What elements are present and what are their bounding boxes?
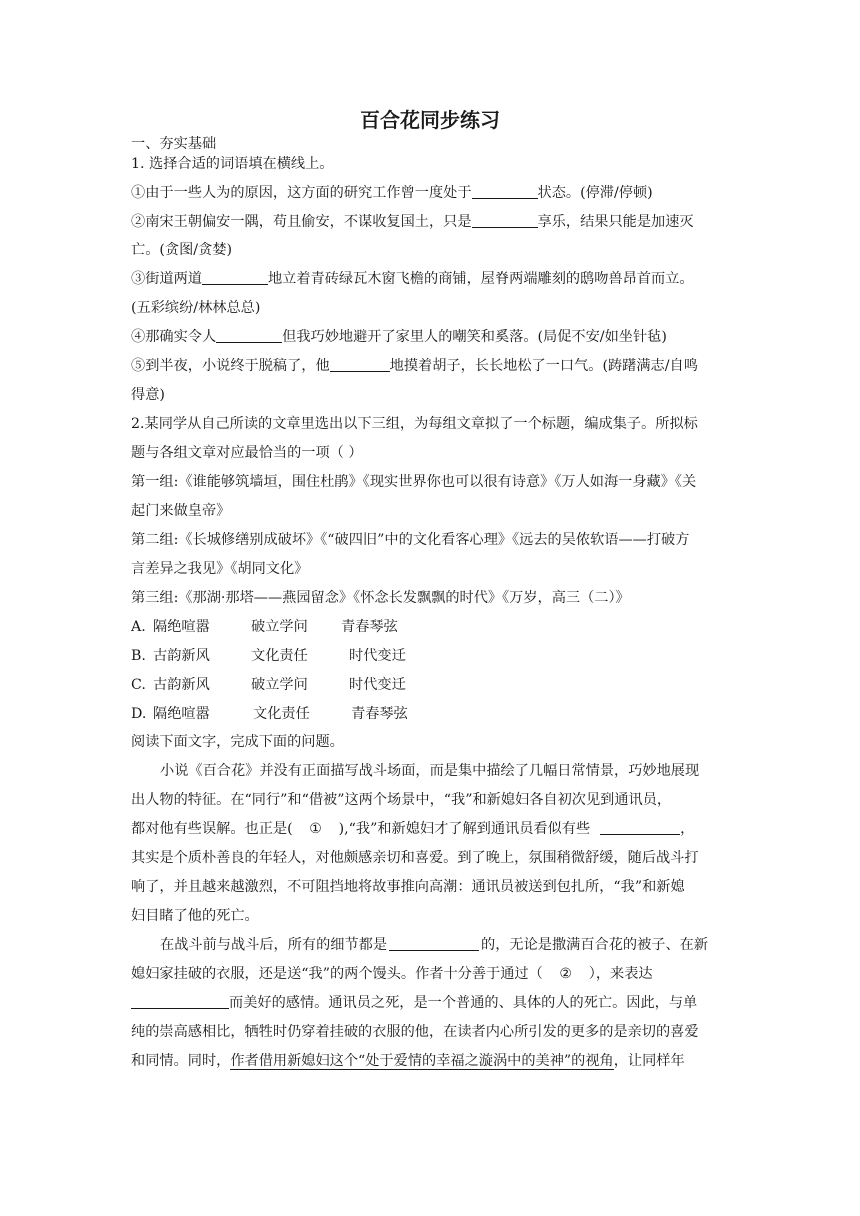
question-1-item-3-cont: (五彩缤纷/林林总总) <box>131 300 261 316</box>
passage-line: 其实是个质朴善良的年轻人，对他颇感亲切和喜爱。到了晚上，氛围稍微舒缓，随后战斗打 <box>131 850 699 866</box>
question-1-item-3: ③街道两道 地立着青砖绿瓦木窗飞檐的商铺，屋脊两端雕刻的鸱吻兽昂首而立。 <box>131 271 694 287</box>
blank-marker-2: ② <box>559 966 573 982</box>
answer-blank[interactable] <box>330 357 390 372</box>
passage-line: 出人物的特征。在“同行”和“借被”这两个场景中，“我”和新媳妇各自初次见到通讯员， <box>131 792 672 808</box>
passage-line: 媳妇家挂破的衣服，还是送“我”的两个馒头。作者十分善于通过（ ② ），来表达 <box>131 966 653 982</box>
answer-blank[interactable] <box>131 994 229 1009</box>
question-2-stem-cont: 题与各组文章对应最恰当的一项（ ） <box>131 445 363 461</box>
answer-blank[interactable] <box>202 270 268 285</box>
question-2-group-3: 第三组:《那湖·那塔——燕园留念》《怀念长发飘飘的时代》《万岁，高三（二）》 <box>131 590 630 606</box>
section-heading: 一、夯实基础 <box>131 136 217 152</box>
answer-blank[interactable] <box>472 184 538 199</box>
option-a[interactable]: A. 隔绝喧嚣 破立学问 青春琴弦 <box>131 619 398 635</box>
passage-line: 纯的崇高感相比，牺牲时仍穿着挂破的衣服的他，在读者内心所引发的更多的是亲切的喜爱 <box>131 1024 699 1040</box>
blank-marker-1: ① <box>309 821 322 837</box>
answer-blank[interactable] <box>216 328 282 343</box>
page-title: 百合花同步练习 <box>360 108 500 132</box>
question-1-item-5: ⑤到半夜，小说终于脱稿了，他 地摸着胡子，长长地松了一口气。(踌躇满志/自鸣 <box>131 358 698 374</box>
option-d[interactable]: D. 隔绝喧嚣 文化责任 青春琴弦 <box>131 706 408 722</box>
answer-blank[interactable] <box>600 820 680 835</box>
question-1-item-2: ②南宋王朝偏安一隅，苟且偷安，不谋收复国土，只是 享乐，结果只能是加速灭 <box>131 214 694 230</box>
passage-line: 小说《百合花》并没有正面描写战斗场面，而是集中描绘了几幅日常情景，巧妙地展现 <box>160 763 700 779</box>
passage-line: 都对他有些误解。也正是( ① ),“我”和新媳妇才了解到通讯员看似有些 ， <box>131 821 695 837</box>
question-2-group-2-cont: 言差异之我见》《胡同文化》 <box>131 561 309 577</box>
question-1-item-2-cont: 亡。(贪图/贪婪) <box>131 242 232 258</box>
passage-line: 而美好的感情。通讯员之死，是一个普通的、具体的人的死亡。因此，与单 <box>131 994 731 1012</box>
underlined-phrase: 作者借用新媳妇这个“处于爱情的幸福之漩涡中的美神”的视角 <box>230 1053 614 1069</box>
question-1-item-4: ④那确实令人 但我巧妙地避开了家里人的嘲笑和奚落。(局促不安/如坐针毡) <box>131 329 667 345</box>
passage-line: 和同情。同时，作者借用新媳妇这个“处于爱情的幸福之漩涡中的美神”的视角，让同样年 <box>131 1053 685 1069</box>
question-1-item-5-cont: 得意) <box>131 387 165 403</box>
passage-line: 妇目睹了他的死亡。 <box>131 908 259 924</box>
question-1-item-1: ①由于一些人为的原因，这方面的研究工作曾一度处于 状态。(停滞/停顿) <box>131 185 653 201</box>
answer-blank[interactable] <box>389 936 479 951</box>
question-2-group-1-cont: 起门来做皇帝》 <box>131 503 231 519</box>
question-2-stem: 2.某同学从自己所读的文章里选出以下三组，为每组文章拟了一个标题，编成集子。所拟标 <box>131 416 698 432</box>
question-1-stem: 1. 选择合适的词语填在横线上。 <box>131 156 334 172</box>
question-2-group-1: 第一组:《谁能够筑墙垣，围住杜鹃》《现实世界你也可以很有诗意》《万人如海一身藏》《关 <box>131 474 697 490</box>
answer-blank[interactable] <box>472 213 538 228</box>
option-b[interactable]: B. 古韵新风 文化责任 时代变迁 <box>131 648 406 664</box>
passage-line: 在战斗前与战斗后，所有的细节都是 的，无论是撒满百合花的被子、在新 <box>160 937 709 953</box>
passage-line: 响了，并且越来越激烈，不可阻挡地将故事推向高潮：通讯员被送到包扎所，“我”和新媳 <box>131 879 685 895</box>
option-c[interactable]: C. 古韵新风 破立学问 时代变迁 <box>131 677 406 693</box>
reading-intro: 阅读下面文字，完成下面的问题。 <box>131 734 344 750</box>
question-2-group-2: 第二组:《长城修缮别成破坏》《“破四旧”中的文化看客心理》《远去的吴侬软语——打破方 <box>131 532 690 548</box>
